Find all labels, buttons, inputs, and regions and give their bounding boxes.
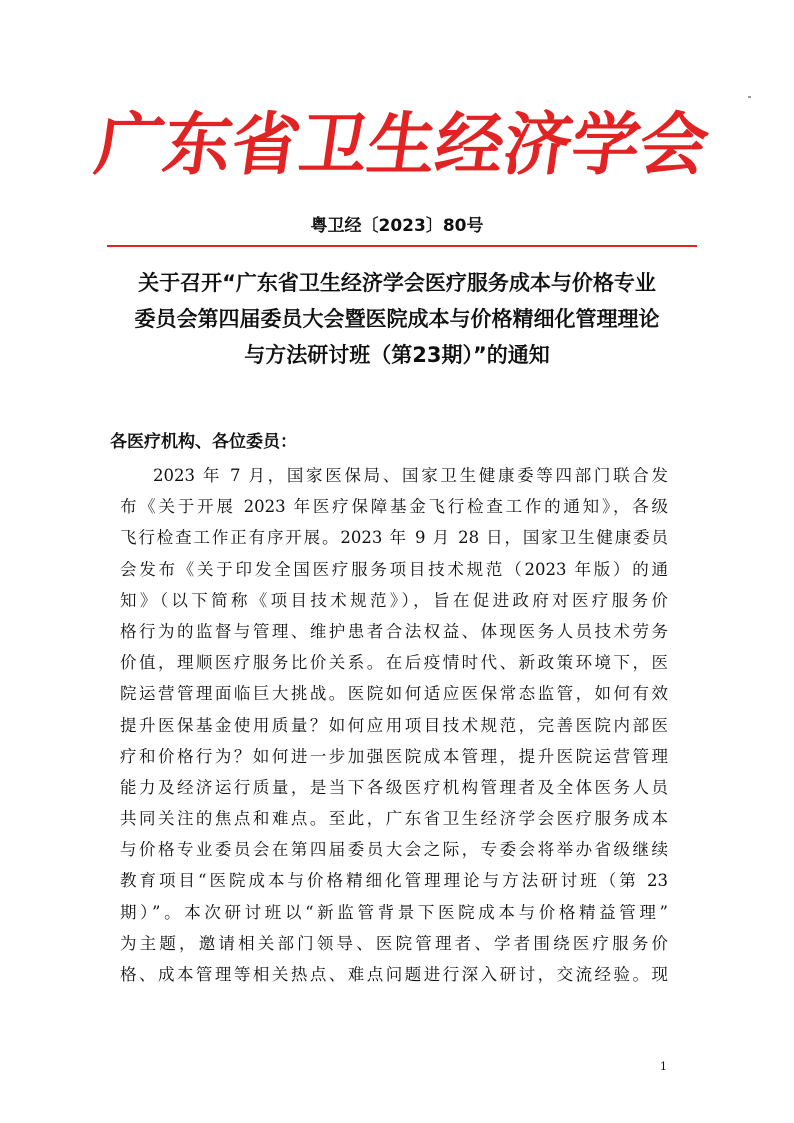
body-line: 格、成本管理等相关热点、难点问题进行深入研讨，交流经验。现 xyxy=(120,965,668,984)
masthead-char: 东 xyxy=(158,105,238,185)
body-line: 期）”。本次研讨班以“新监管背景下医院成本与价格精益管理” xyxy=(120,902,668,922)
masthead-char: 济 xyxy=(498,105,578,185)
masthead-char: 广 xyxy=(90,105,170,185)
title-line: 委员会第四届委员大会暨医院成本与价格精细化管理理论 xyxy=(134,307,660,331)
body-line: 提升医保基金使用质量？如何应用项目技术规范，完善医院内部医 xyxy=(120,715,668,735)
masthead-char: 学 xyxy=(566,105,646,185)
notice-title xyxy=(110,265,684,373)
body-line: 为主题，邀请相关部门领导、医院管理者、学者围绕医疗服务价 xyxy=(120,933,668,953)
masthead-char: 会 xyxy=(634,105,714,185)
body-line: 格行为的监督与管理、维护患者合法权益、体现医务人员技术劳务 xyxy=(120,621,668,641)
page-number: 1 xyxy=(660,1060,667,1073)
scan-mark xyxy=(748,96,751,98)
masthead-logo xyxy=(90,100,714,190)
masthead-char: 生 xyxy=(362,105,442,185)
body-line: 飞行检查工作正有序开展。2023 年 9 月 28 日，国家卫生健康委员 xyxy=(120,528,668,548)
body-line: 会发布《关于印发全国医疗服务项目技术规范（2023 年版）的通 xyxy=(120,559,668,579)
salutation: 各医疗机构、各位委员： xyxy=(110,432,297,452)
body-line: 2023 年 7 月，国家医保局、国家卫生健康委等四部门联合发 xyxy=(153,466,668,485)
masthead-char: 经 xyxy=(430,105,510,185)
title-line: 与方法研讨班（第23期）”的通知 xyxy=(244,343,550,367)
masthead-char: 省 xyxy=(226,105,306,185)
body-line: 知》（以下简称《项目技术规范》），旨在促进政府对医疗服务价 xyxy=(120,590,668,610)
document-number: 粤卫经〔2023〕80号 xyxy=(310,216,484,236)
body-line: 共同关注的焦点和难点。至此，广东省卫生经济学会医疗服务成本 xyxy=(120,809,668,829)
body-line: 疗和价格行为？如何进一步加强医院成本管理，提升医院运营管理 xyxy=(120,746,668,766)
body-paragraph xyxy=(120,460,668,990)
body-line: 价值，理顺医疗服务比价关系。在后疫情时代、新政策环境下，医 xyxy=(120,653,668,673)
masthead-char: 卫 xyxy=(294,105,374,185)
title-line: 关于召开“广东省卫生经济学会医疗服务成本与价格专业 xyxy=(138,271,656,295)
body-line: 院运营管理面临巨大挑战。医院如何适应医保常态监管，如何有效 xyxy=(120,684,668,704)
header-divider xyxy=(107,245,697,247)
body-line: 布《关于开展 2023 年医疗保障基金飞行检查工作的通知》，各级 xyxy=(120,497,668,517)
body-line: 教育项目“医院成本与价格精细化管理理论与方法研讨班（第 23 xyxy=(120,871,668,891)
body-line: 能力及经济运行质量，是当下各级医疗机构管理者及全体医务人员 xyxy=(120,777,668,797)
body-line: 与价格专业委员会在第四届委员大会之际，专委会将举办省级继续 xyxy=(120,840,668,860)
